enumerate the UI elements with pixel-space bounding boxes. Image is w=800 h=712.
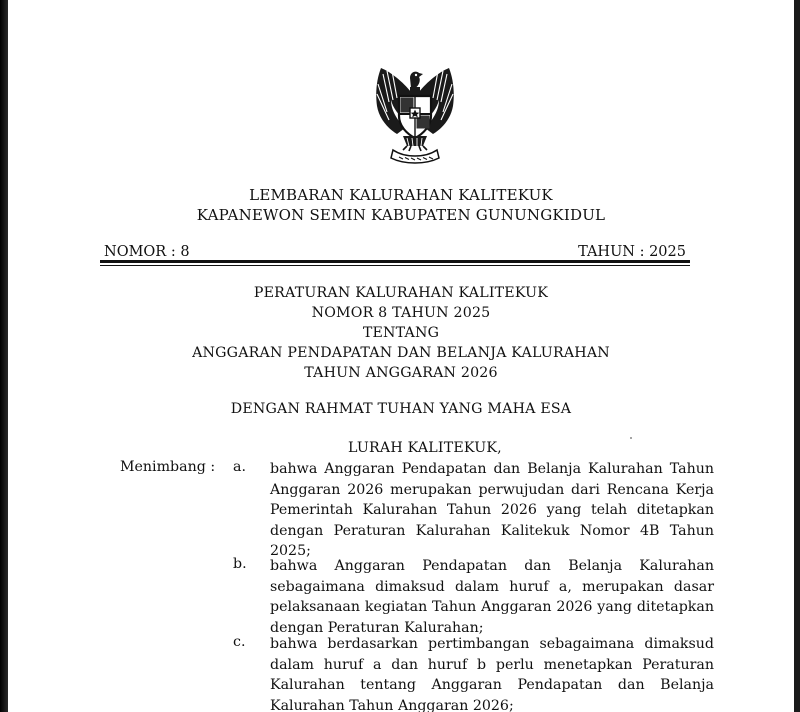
item-body-b bbox=[270, 556, 714, 638]
authority-heading: LURAH KALITEKUK, bbox=[348, 440, 502, 456]
item-line: sebagaimana dimaksud dalam huruf a, merupakan dasar bbox=[270, 578, 714, 595]
item-line: Anggaran 2026 merupakan perwujudan dari Rencana Kerja bbox=[270, 481, 714, 498]
tahun-label: TAHUN : 2025 bbox=[578, 244, 686, 260]
item-line: pelaksanaan kegiatan Tahun Anggaran 2026 yang ditetapkan bbox=[270, 599, 714, 615]
item-body-a bbox=[270, 459, 714, 562]
scan-right-edge bbox=[794, 0, 800, 712]
header-rule-thin bbox=[100, 265, 690, 266]
gazette-title: LEMBARAN KALURAHAN KALITEKUK bbox=[249, 186, 553, 204]
nomor-label: NOMOR : 8 bbox=[104, 244, 190, 260]
item-letter-c: c. bbox=[233, 634, 246, 650]
gazette-subtitle: KAPANEWON SEMIN KABUPATEN GUNUNGKIDUL bbox=[196, 206, 606, 224]
item-body-c bbox=[270, 634, 714, 712]
scan-left-edge bbox=[0, 0, 8, 712]
regulation-tentang: TENTANG bbox=[362, 325, 440, 341]
regulation-title: PERATURAN KALURAHAN KALITEKUK bbox=[253, 285, 549, 301]
item-line: bahwa Anggaran Pendapatan dan Belanja Kalurahan Tahun bbox=[270, 461, 714, 477]
item-line: dengan Peraturan Kalurahan; bbox=[270, 619, 484, 636]
item-line: Kalurahan Tahun Anggaran 2026; bbox=[270, 697, 514, 712]
item-letter-b: b. bbox=[233, 556, 247, 572]
item-line: dalam huruf a dan huruf b perlu menetapkan Peraturan bbox=[270, 656, 714, 673]
header-rule-thick bbox=[100, 260, 690, 263]
item-line: Pemerintah Kalurahan Tahun 2026 yang telah ditetapkan bbox=[270, 502, 714, 518]
invocation: DENGAN RAHMAT TUHAN YANG MAHA ESA bbox=[230, 401, 572, 417]
item-line: bahwa berdasarkan pertimbangan sebagaimana dimaksud bbox=[270, 636, 714, 652]
regulation-year: TAHUN ANGGARAN 2026 bbox=[304, 365, 498, 381]
regulation-subject: ANGGARAN PENDAPATAN DAN BELANJA KALURAHAN bbox=[192, 345, 610, 361]
garuda-emblem-icon bbox=[363, 62, 467, 166]
menimbang-label: Menimbang : bbox=[120, 459, 216, 475]
item-line: bahwa Anggaran Pendapatan dan Belanja Kalurahan bbox=[270, 558, 714, 574]
item-letter-a: a. bbox=[233, 459, 246, 475]
item-line: dengan Peraturan Kalurahan Kalitekuk Nomor 4B Tahun bbox=[270, 522, 714, 539]
item-line: 2025; bbox=[270, 543, 311, 559]
regulation-number: NOMOR 8 TAHUN 2025 bbox=[311, 305, 491, 321]
item-line: Kalurahan tentang Anggaran Pendapatan dan Belanja bbox=[270, 677, 714, 693]
document-page bbox=[8, 0, 794, 712]
scan-speck bbox=[630, 437, 632, 439]
